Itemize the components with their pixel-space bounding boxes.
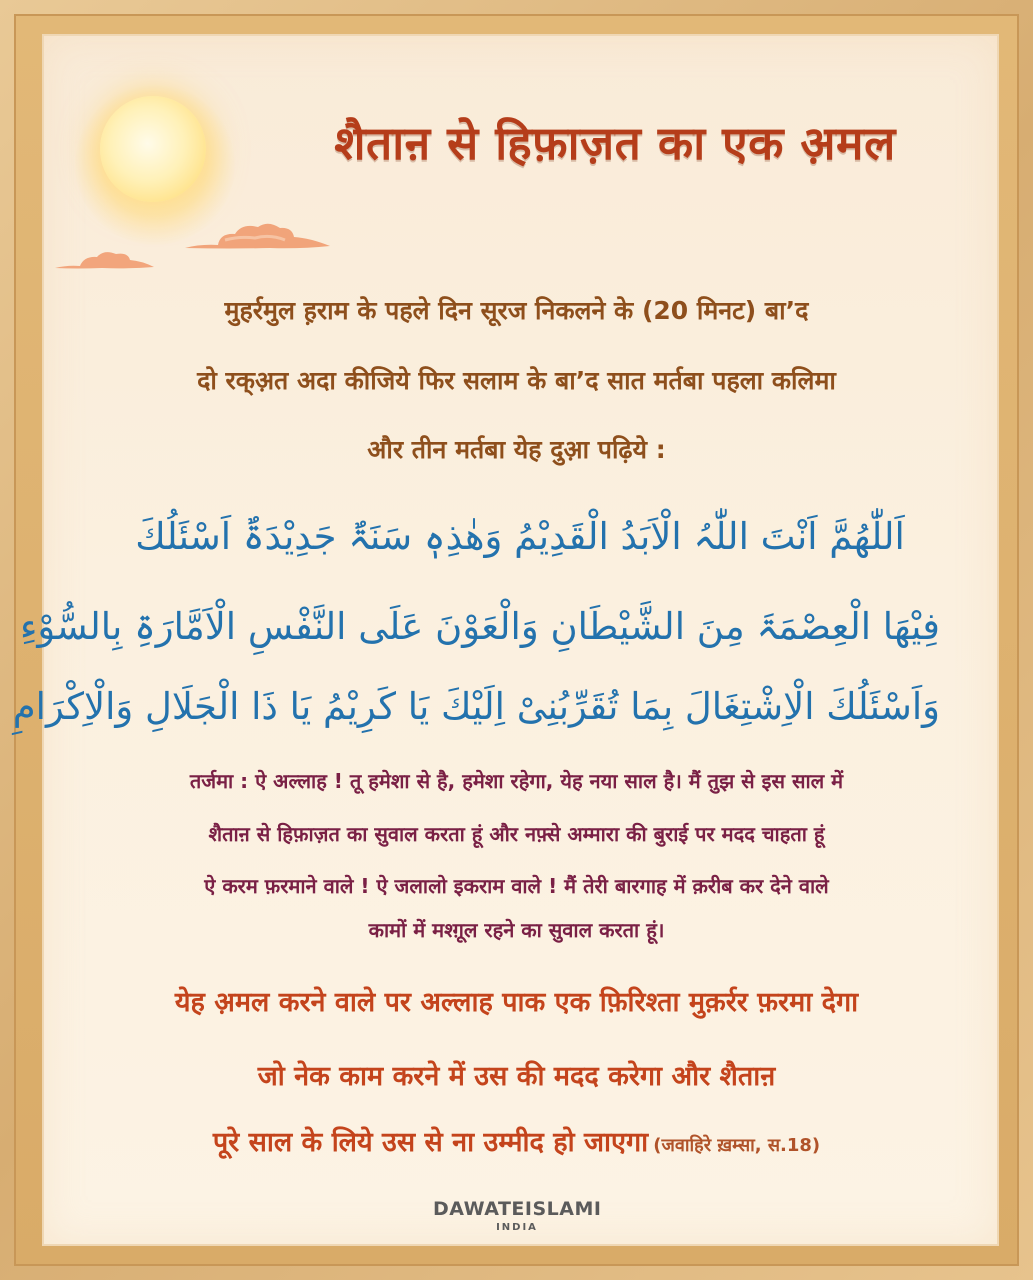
dua-line-3: وَاَسْئَلُكَ الْاِشْتِغَالَ بِمَا تُقَرِّبُنِیْ اِلَیْكَ یَا كَرِیْمُ یَا ذَا الْجَلَالِ وَالْاِكْرَامِ bbox=[12, 685, 940, 728]
dawateislami-logo bbox=[433, 1196, 601, 1240]
virtue-line-3: पूरे साल के लिये उस से ना उम्मीद हो जाएगा bbox=[212, 1127, 649, 1158]
dua-line-2: فِیْھَا الْعِصْمَۃَ مِنَ الشَّیْطَانِ وَالْعَوْنَ عَلَى النَّفْسِ الْاَمَّارَۃِ بِالسُّوْءِ bbox=[19, 605, 940, 648]
translation-line-1: तर्जमा : ऐ अल्लाह ! तू हमेशा से है, हमेशा रहेगा, येह नया साल है। मैं तुझ से इस साल में bbox=[189, 769, 844, 793]
translation-line-2: शैताऩ से हिफ़ाज़त का सुवाल करता हूं और नफ़्से अम्मारा की बुराई पर मदद चाहता हूं bbox=[208, 822, 825, 846]
virtue-line-2: जो नेक काम करने में उस की मदद करेगा और शैताऩ bbox=[257, 1061, 776, 1092]
logo-main-text: DAWATEISLAMI bbox=[433, 1198, 602, 1220]
virtue-line-3-row bbox=[60, 1118, 973, 1168]
virtue-line-1: येह अ़मल करने वाले पर अल्लाह पाक एक फ़िरिश्ता मुक़र्रर फ़रमा देगा bbox=[174, 987, 859, 1018]
page-title: शैताऩ से हिफ़ाज़त का एक अ़मल bbox=[334, 116, 896, 170]
dua-line-1: اَللّٰھُمَّ اَنْتَ اللّٰہُ الْاَبَدُ الْقَدِیْمُ وَھٰذِہٖ سَنَۃٌ جَدِیْدَۃٌ اَسْئَلُكَ bbox=[135, 515, 905, 558]
intro-line-2: दो रक्अ़त अदा कीजिये फिर सलाम के बा’द सात मर्तबा पहला कलिमा bbox=[197, 366, 836, 395]
cloud-icon bbox=[180, 218, 335, 254]
translation-line-3: ऐ करम फ़रमाने वाले ! ऐ जलालो इकराम वाले ! मैं तेरी बारगाह में क़रीब कर देने वाले bbox=[204, 874, 829, 898]
translation-line-4: कामों में मश्ग़ूल रहने का सुवाल करता हूं। bbox=[368, 918, 665, 942]
intro-line-1: मुहर्रमुल ह़राम के पहले दिन सूरज निकलने के (20 मिनट) बा’द bbox=[224, 296, 809, 325]
intro-line-3: और तीन मर्तबा येह दुआ़ पढ़िये : bbox=[367, 435, 666, 464]
logo-sub-text: INDIA bbox=[496, 1222, 538, 1233]
cloud-icon bbox=[52, 246, 157, 272]
sun-icon bbox=[100, 96, 206, 202]
reference-citation: (जवाहिरे ख़म्सा, स.18) bbox=[653, 1135, 821, 1156]
